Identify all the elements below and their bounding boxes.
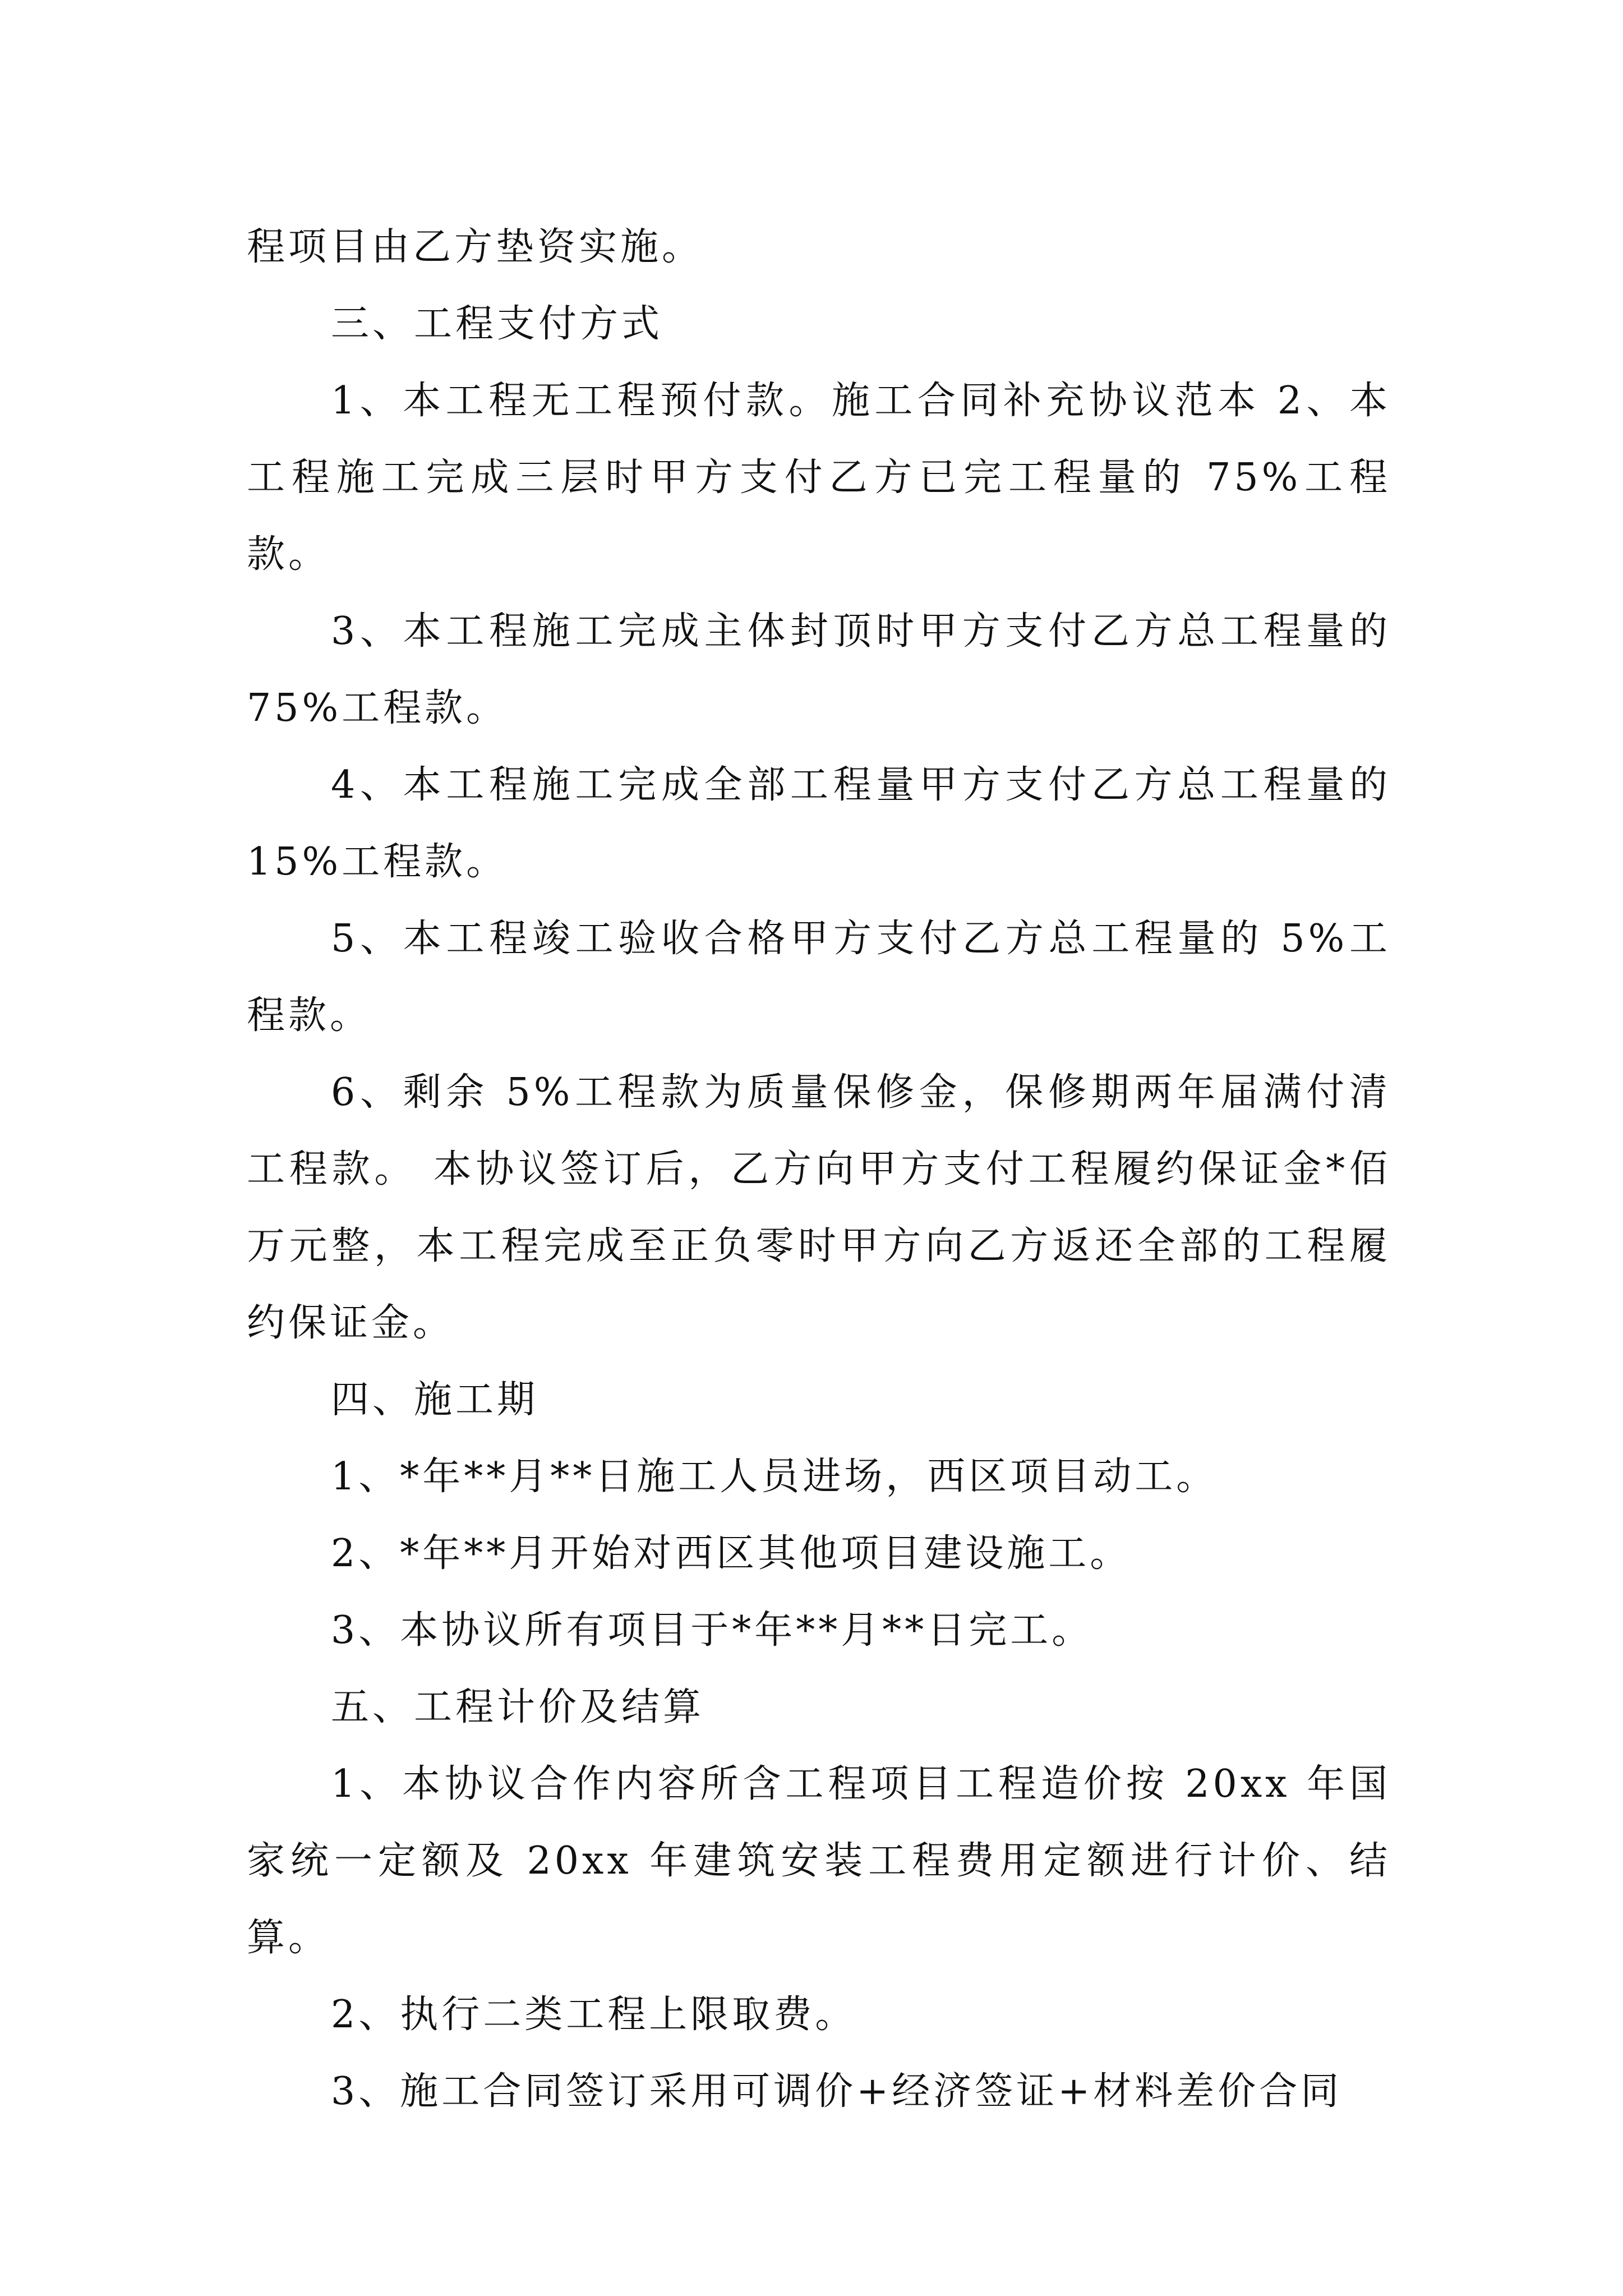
paragraph-payment-4: 4、本工程施工完成全部工程量甲方支付乙方总工程量的 15%工程款。 [247, 763, 1391, 884]
paragraph-schedule-2: 2、*年**月开始对西区其他项目建设施工。 [331, 1531, 1132, 1576]
paragraph-schedule-1: 1、*年**月**日施工人员进场，西区项目动工。 [331, 1455, 1218, 1499]
section-heading-schedule: 四、施工期 [331, 1378, 539, 1422]
paragraph-payment-1-2: 1、本工程无工程预付款。施工合同补充协议范本 2、本工程施工完成三层时甲方支付乙方已完工程量的 75%工程款。 [247, 379, 1391, 577]
paragraph-pricing-3: 3、施工合同签订采用可调价+经济签证+材料差价合同 [331, 2069, 1343, 2114]
paragraph-continuation: 程项目由乙方垫资实施。 [247, 225, 704, 269]
paragraph-payment-5: 5、本工程竣工验收合格甲方支付乙方总工程量的 5%工程款。 [247, 917, 1391, 1038]
paragraph-pricing-2: 2、执行二类工程上限取费。 [331, 1993, 857, 2037]
paragraph-payment-3: 3、本工程施工完成主体封顶时甲方支付乙方总工程量的 75%工程款。 [247, 609, 1391, 730]
document-body [247, 209, 1391, 2130]
section-heading-pricing: 五、工程计价及结算 [331, 1685, 705, 1729]
paragraph-pricing-1: 1、本协议合作内容所含工程项目工程造价按 20xx 年国家统一定额及 20xx 年建筑安装工程费用定额进行计价、结算。 [247, 1762, 1391, 1960]
paragraph-payment-6: 6、剩余 5%工程款为质量保修金，保修期两年届满付清工程款。 本协议签订后，乙方向甲方支付工程履约保证金*佰万元整，本工程完成至正负零时甲方向乙方返还全部的工程履约保证金。 [247, 1070, 1391, 1345]
paragraph-schedule-3: 3、本协议所有项目于*年**月**日完工。 [331, 1608, 1094, 1653]
section-heading-payment: 三、工程支付方式 [331, 302, 663, 346]
